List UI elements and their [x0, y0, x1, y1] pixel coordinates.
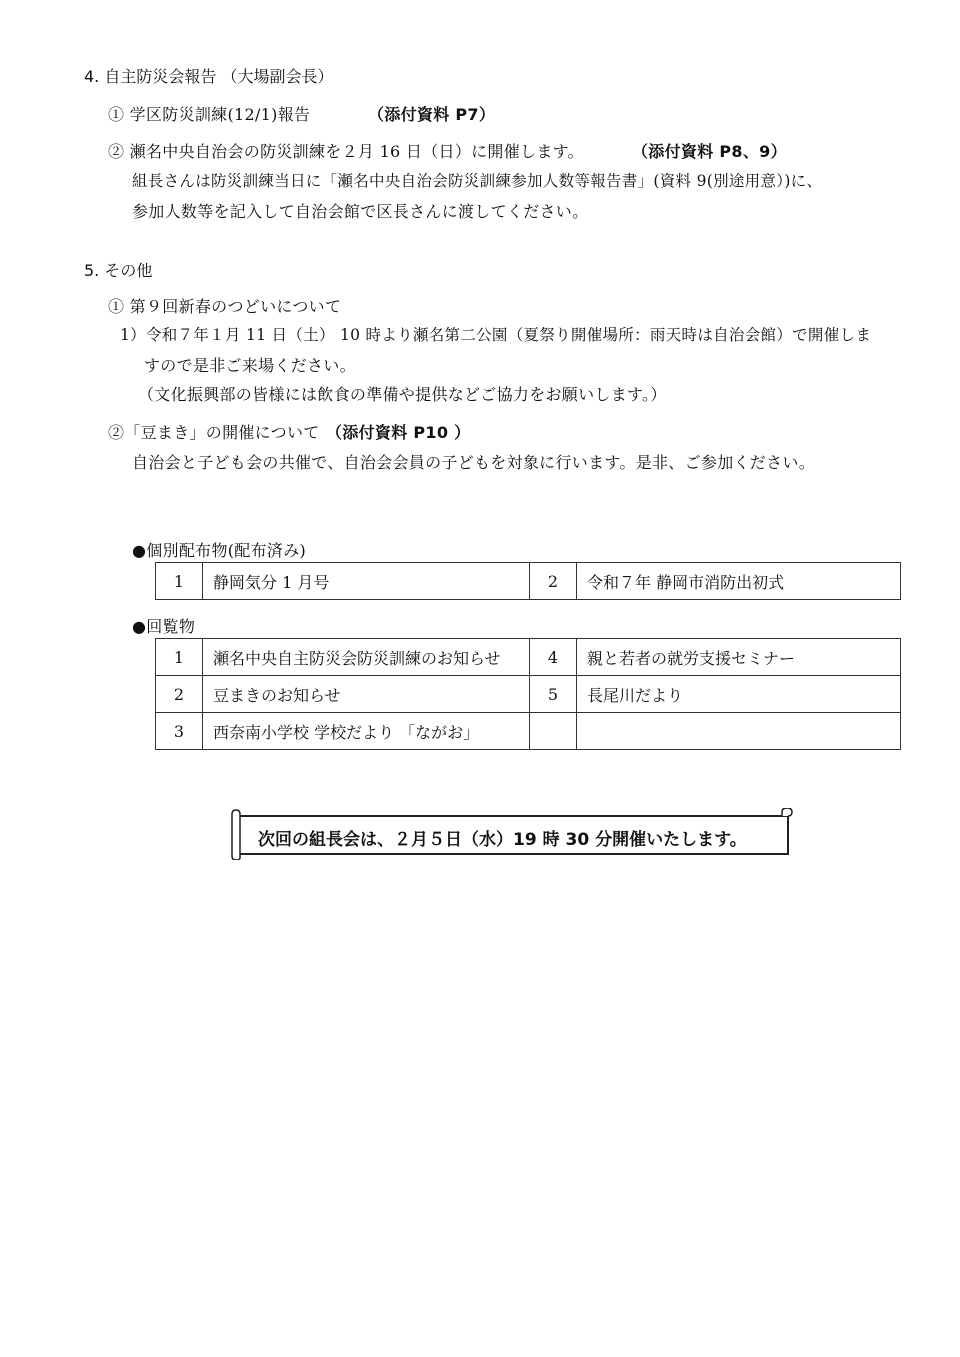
- item-number: 2: [156, 676, 203, 713]
- next-meeting-notice: 次回の組長会は、２月５日（水）19 時 30 分開催いたします。: [258, 830, 747, 850]
- circulation-heading: ●回覧物: [132, 617, 196, 636]
- item-title: 西奈南小学校 学校だより 「ながお」: [203, 713, 530, 750]
- section-4-item-1: ① 学区防災訓練(12/1)報告: [108, 105, 311, 124]
- section-5-item-1-sub1: 1）令和７年１月 11 日（土） 10 時より瀬名第二公園（夏祭り開催場所：雨天時は自治会館）で開催しま: [120, 326, 872, 344]
- table-row: [156, 713, 901, 750]
- section-5-item-2-line2: 自治会と子ども会の共催で、自治会会員の子どもを対象に行います。是非、ご参加ください。: [132, 453, 816, 472]
- item-title: 静岡気分 1 月号: [203, 563, 530, 600]
- item-title: 親と若者の就労支援セミナー: [577, 639, 901, 676]
- section-5-item-2: ②「豆まき」の開催について: [108, 423, 320, 442]
- section-5-item-2-ref: （添付資料 P10 ）: [326, 423, 471, 442]
- section-4-item-2: ② 瀬名中央自治会の防災訓練を２月 16 日（日）に開催します。: [108, 142, 584, 161]
- section-4-heading: 4. 自主防災会報告 （大場副会長）: [84, 67, 334, 86]
- distributed-heading: ●個別配布物(配布済み): [132, 541, 307, 560]
- item-title: 長尾川だより: [577, 676, 901, 713]
- section-4-item-1-ref: （添付資料 P7）: [368, 105, 496, 124]
- circulation-table: [155, 638, 901, 750]
- item-number: 4: [530, 639, 577, 676]
- section-4-item-2-ref: （添付資料 P8、9）: [632, 142, 787, 161]
- table-row: [156, 563, 901, 600]
- section-4-item-2-line2: 組長さんは防災訓練当日に「瀬名中央自治会防災訓練参加人数等報告書」(資料 9(別途用意）)に、: [132, 172, 823, 190]
- item-title: [577, 713, 901, 750]
- item-title: 豆まきのお知らせ: [203, 676, 530, 713]
- item-number: 3: [156, 713, 203, 750]
- item-number: [530, 713, 577, 750]
- section-5-heading: 5. その他: [84, 261, 153, 280]
- item-number: 2: [530, 563, 577, 600]
- item-title: 令和７年 静岡市消防出初式: [577, 563, 901, 600]
- section-4-item-2-line3: 参加人数等を記入して自治会館で区長さんに渡してください。: [132, 202, 589, 221]
- item-number: 1: [156, 563, 203, 600]
- item-number: 1: [156, 639, 203, 676]
- table-row: [156, 676, 901, 713]
- section-5-item-1-sub2: すので是非ご来場ください。: [144, 356, 356, 375]
- section-5-item-1: ① 第９回新春のつどいについて: [108, 297, 342, 316]
- section-5-item-1-sub3: （文化振興部の皆様には飲食の準備や提供などご協力をお願いします。）: [138, 385, 667, 404]
- item-number: 5: [530, 676, 577, 713]
- table-row: [156, 639, 901, 676]
- item-title: 瀬名中央自主防災会防災訓練のお知らせ: [203, 639, 530, 676]
- distributed-table: [155, 562, 901, 600]
